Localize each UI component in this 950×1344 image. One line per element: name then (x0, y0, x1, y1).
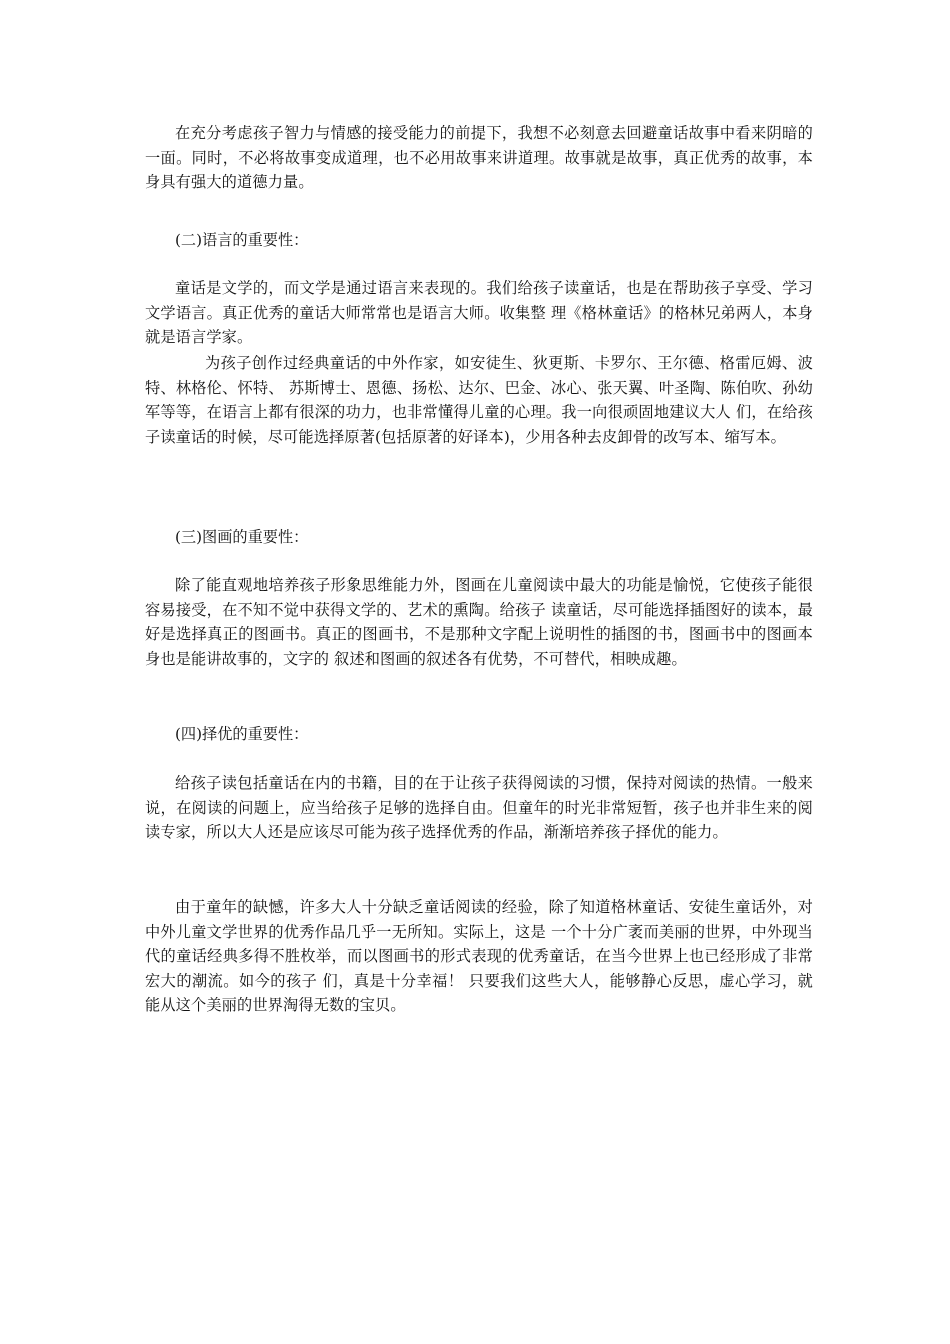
paragraph-6: 由于童年的缺憾，许多大人十分缺乏童话阅读的经验，除了知道格林童话、安徒生童话外，对中外儿童文学世界的优秀作品几乎一无所知。实际上，这是 一个十分广袤而美丽的世界，中外现当代的童话经典多得不胜枚举，而以图画书的形式表现的优秀童话，在当今世界上也已经形成了非常宏大的潮流。如今的孩子 们，真是十分幸福！ 只要我们这些大人，能够静心反思，虚心学习，就能从这个美丽的世界淘得无数的宝贝。 (145, 898, 813, 1015)
paragraph-5: 给孩子读包括童话在内的书籍，目的在于让孩子获得阅读的习惯，保持对阅读的热情。一般来说，在阅读的问题上，应当给孩子足够的选择自由。但童年的时光非常短暂，孩子也并非生来的阅读专家，所以大人还是应该尽可能为孩子选择优秀的作品，渐渐培养孩子择优的能力。 (145, 774, 813, 842)
paragraph-1: 在充分考虑孩子智力与情感的接受能力的前提下，我想不必刻意去回避童话故事中看来阴暗的一面。同时，不必将故事变成道理，也不必用故事来讲道理。故事就是故事，真正优秀的故事，本身具有强大的道德力量。 (145, 124, 813, 192)
paragraph-2: 童话是文学的，而文学是通过语言来表现的。我们给孩子读童话，也是在帮助孩子享受、学习文学语言。真正优秀的童话大师常常也是语言大师。收集整 理《格林童话》的格林兄弟两人，本身就是语言学家。 (145, 279, 813, 347)
section-heading-language: (二)语言的重要性： (175, 231, 309, 249)
section-heading-selection: (四)择优的重要性： (175, 725, 309, 743)
paragraph-4: 除了能直观地培养孩子形象思维能力外，图画在儿童阅读中最大的功能是愉悦，它使孩子能很容易接受，在不知不觉中获得文学的、艺术的熏陶。给孩子 读童话，尽可能选择插图好的读本，最好是选择真正的图画书。真正的图画书，不是那种文字配上说明性的插图的书，图画书中的图画本身也是能讲故事的，文字的 叙述和图画的叙述各有优势，不可替代，相映成趣。 (145, 576, 813, 668)
paragraph-3: 为孩子创作过经典童话的中外作家，如安徒生、狄更斯、卡罗尔、王尔德、格雷厄姆、波特、林格伦、怀特、 苏斯博士、恩德、扬松、达尔、巴金、冰心、张天翼、叶圣陶、陈伯吹、孙幼军等等，在语言上都有很深的功力，也非常懂得儿童的心理。我一向很顽固地建议大人 们，在给孩子读童话的时候，尽可能选择原著(包括原著的好译本)，少用各种去皮卸骨的改写本、缩写本。 (145, 354, 813, 446)
section-heading-pictures: (三)图画的重要性： (175, 528, 309, 546)
